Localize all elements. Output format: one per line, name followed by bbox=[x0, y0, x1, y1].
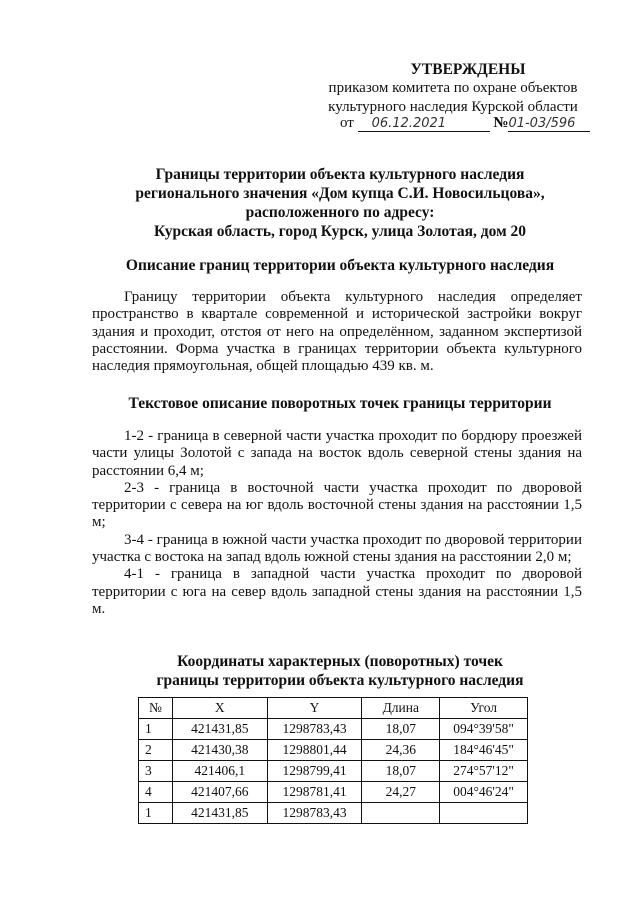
table-row bbox=[139, 782, 528, 803]
date-field bbox=[358, 116, 490, 132]
cell-x: 421407,66 bbox=[172, 782, 267, 803]
point-item-2-3: 2-3 - граница в восточной части участка проходит по дворовой территории с севера на юг вдоль восточной стены здания на расстоянии 1,5 м; bbox=[92, 479, 582, 531]
approval-line-1: приказом комитета по охране объектов bbox=[328, 80, 578, 96]
from-label: от bbox=[340, 115, 354, 131]
cell-angle: 184°46'45" bbox=[440, 740, 528, 761]
cell-length: 24,36 bbox=[362, 740, 440, 761]
cell-number: 1 bbox=[139, 803, 173, 824]
description-heading: Описание границ территории объекта культурного наследия bbox=[125, 257, 555, 274]
cell-x: 421431,85 bbox=[172, 803, 267, 824]
approval-date-number bbox=[340, 115, 590, 132]
title-line-3: расположенного по адресу: bbox=[245, 204, 435, 221]
point-item-4-1: 4-1 - граница в западной части участка проходит по дворовой территории с юга на север вдоль западной стены здания на расстоянии 1,5 м. bbox=[92, 566, 582, 617]
cell-y: 1298783,43 bbox=[267, 719, 362, 740]
handwritten-date: 06.12.2021 bbox=[371, 116, 447, 131]
cell-length: 18,07 bbox=[362, 719, 440, 740]
cell-length: 18,07 bbox=[362, 761, 440, 782]
cell-number: 1 bbox=[139, 719, 173, 740]
cell-angle: 094°39'58" bbox=[440, 719, 528, 740]
description-text: Границу территории объекта культурного наследия определяет пространство в квартале современной и исторической застройки вокруг здания и проходит, отстоя от него на определённом, заданном экспертизой расстоянии. Форма участка в границах территории объекта культурного наследия прямоугольная, общей площадью 439 кв. м. bbox=[92, 289, 582, 375]
coordinates-title bbox=[80, 652, 600, 690]
cell-x: 421430,38 bbox=[172, 740, 267, 761]
cell-length bbox=[362, 803, 440, 824]
header-angle: Угол bbox=[440, 698, 528, 719]
header-length: Длина bbox=[362, 698, 440, 719]
table-row bbox=[139, 803, 528, 824]
number-label: № bbox=[493, 115, 509, 131]
cell-number: 4 bbox=[139, 782, 173, 803]
table-row bbox=[139, 719, 528, 740]
points-list bbox=[92, 428, 582, 618]
cell-x: 421431,85 bbox=[172, 719, 267, 740]
approval-line-2: культурного наследия Курской области bbox=[328, 99, 578, 115]
cell-x: 421406,1 bbox=[172, 761, 267, 782]
point-item-1-2: 1-2 - граница в северной части участка проходит по бордюру проезжей части улицы Золотой с запада на восток вдоль северной стены здания на расстоянии 6,4 м; bbox=[92, 428, 582, 479]
table-row bbox=[139, 740, 528, 761]
title-line-4: Курская область, город Курск, улица Золотая, дом 20 bbox=[153, 223, 527, 240]
approval-heading: УТВЕРЖДЕНЫ bbox=[410, 61, 526, 78]
number-field bbox=[508, 116, 590, 132]
cell-angle bbox=[440, 803, 528, 824]
coordinates-title-line-2: границы территории объекта культурного наследия bbox=[156, 672, 524, 689]
cell-y: 1298801,44 bbox=[267, 740, 362, 761]
coordinates-table bbox=[138, 697, 528, 824]
title-line-2: регионального значения «Дом купца С.И. Новосильцова», bbox=[135, 185, 545, 202]
points-heading: Текстовое описание поворотных точек границы территории bbox=[128, 395, 552, 412]
table-header-row bbox=[139, 698, 528, 719]
cell-angle: 274°57'12" bbox=[440, 761, 528, 782]
handwritten-number: 01-03/596 bbox=[508, 116, 576, 131]
cell-y: 1298799,41 bbox=[267, 761, 362, 782]
header-number: № bbox=[139, 698, 173, 719]
approval-block bbox=[318, 60, 588, 117]
description-paragraph bbox=[92, 289, 582, 375]
coordinates-title-line-1: Координаты характерных (поворотных) точек bbox=[177, 653, 503, 670]
cell-number: 2 bbox=[139, 740, 173, 761]
header-x: X bbox=[172, 698, 267, 719]
cell-length: 24,27 bbox=[362, 782, 440, 803]
header-y: Y bbox=[267, 698, 362, 719]
table-row bbox=[139, 761, 528, 782]
title-line-1: Границы территории объекта культурного наследия bbox=[155, 166, 525, 183]
document-title bbox=[80, 165, 600, 241]
cell-y: 1298781,41 bbox=[267, 782, 362, 803]
point-item-3-4: 3-4 - граница в южной части участка проходит по дворовой территории участка с востока на запад вдоль южной стены здания на расстоянии 2,0 м; bbox=[92, 531, 582, 566]
cell-y: 1298783,43 bbox=[267, 803, 362, 824]
cell-number: 3 bbox=[139, 761, 173, 782]
cell-angle: 004°46'24" bbox=[440, 782, 528, 803]
